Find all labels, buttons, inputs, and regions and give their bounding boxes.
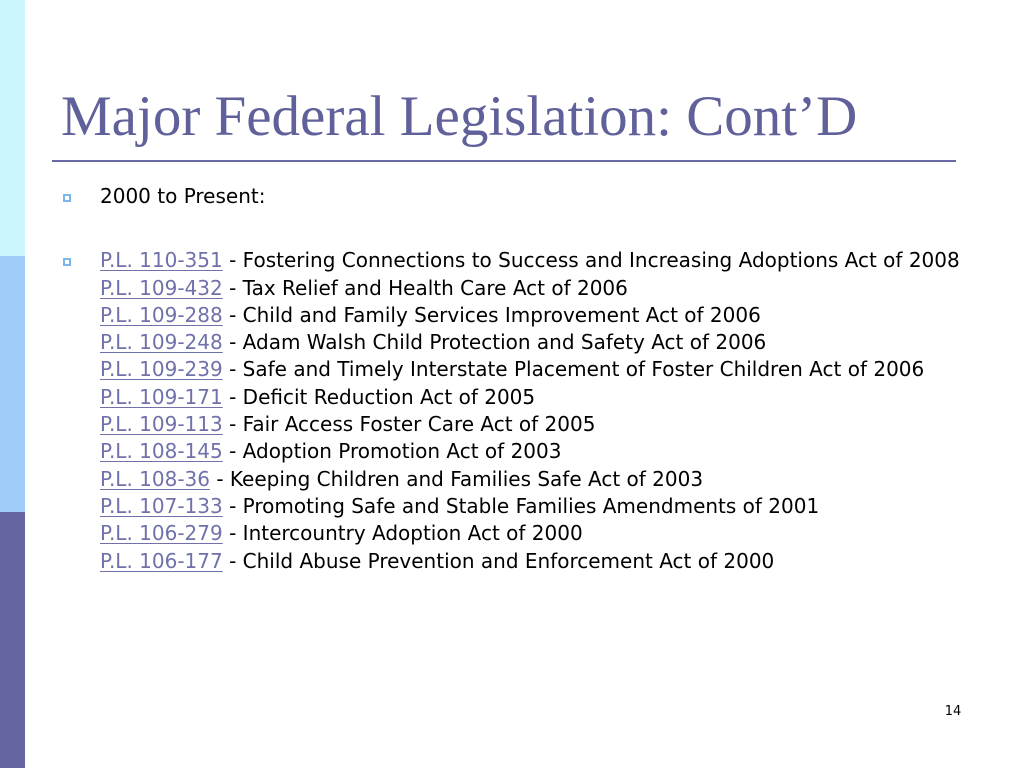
law-title: - Fair Access Foster Care Act of 2005 bbox=[222, 412, 596, 437]
law-item bbox=[100, 302, 968, 329]
law-code-link[interactable]: P.L. 109-113 bbox=[100, 412, 223, 437]
law-code-link[interactable]: P.L. 110-351 bbox=[100, 248, 223, 273]
law-code-link[interactable]: P.L. 109-248 bbox=[100, 330, 223, 355]
law-title: - Adam Walsh Child Protection and Safety Act of 2006 bbox=[222, 330, 767, 355]
law-title: - Intercountry Adoption Act of 2000 bbox=[222, 521, 583, 546]
law-item bbox=[100, 247, 968, 274]
law-item bbox=[100, 548, 968, 575]
bullet-laws bbox=[63, 247, 968, 575]
page-number: 14 bbox=[944, 704, 962, 719]
law-code-link[interactable]: P.L. 109-239 bbox=[100, 357, 223, 382]
law-code-link[interactable]: P.L. 106-279 bbox=[100, 521, 223, 546]
law-item bbox=[100, 411, 968, 438]
law-code-link[interactable]: P.L. 106-177 bbox=[100, 548, 223, 573]
title-underline bbox=[52, 160, 956, 162]
law-title: - Promoting Safe and Stable Families Amendments of 2001 bbox=[222, 493, 820, 518]
slide-title: Major Federal Legislation: Cont’D bbox=[61, 85, 858, 148]
law-title: - Keeping Children and Families Safe Act of 2003 bbox=[210, 466, 704, 491]
law-code-link[interactable]: P.L. 108-145 bbox=[100, 439, 223, 464]
law-item bbox=[100, 520, 968, 547]
bullet-list bbox=[63, 183, 968, 575]
law-title: - Adoption Promotion Act of 2003 bbox=[222, 439, 562, 464]
law-item bbox=[100, 356, 968, 383]
side-bar-top-segment bbox=[0, 0, 25, 256]
law-title: - Safe and Timely Interstate Placement of Foster Children Act of 2006 bbox=[222, 357, 925, 382]
law-title: - Child and Family Services Improvement Act of 2006 bbox=[222, 302, 761, 327]
law-item bbox=[100, 493, 968, 520]
law-title: - Tax Relief and Health Care Act of 2006 bbox=[222, 275, 628, 300]
side-bar-bottom-segment bbox=[0, 512, 25, 768]
square-bullet-icon bbox=[63, 258, 71, 266]
law-code-link[interactable]: P.L. 107-133 bbox=[100, 493, 223, 518]
law-title: - Deficit Reduction Act of 2005 bbox=[222, 384, 536, 409]
square-bullet-icon bbox=[63, 194, 71, 202]
law-title: - Fostering Connections to Success and Increasing Adoptions Act of 2008 bbox=[222, 248, 960, 273]
law-item bbox=[100, 438, 968, 465]
law-code-link[interactable]: P.L. 109-432 bbox=[100, 275, 223, 300]
law-item bbox=[100, 384, 968, 411]
bullet-period-text: 2000 to Present: bbox=[100, 184, 266, 208]
law-item bbox=[100, 329, 968, 356]
law-item bbox=[100, 275, 968, 302]
law-title: - Child Abuse Prevention and Enforcement Act of 2000 bbox=[222, 548, 775, 573]
law-item bbox=[100, 466, 968, 493]
side-bar-middle-segment bbox=[0, 256, 25, 512]
law-code-link[interactable]: P.L. 109-171 bbox=[100, 384, 223, 409]
law-code-link[interactable]: P.L. 109-288 bbox=[100, 302, 223, 327]
law-code-link[interactable]: P.L. 108-36 bbox=[100, 466, 210, 491]
bullet-period bbox=[63, 183, 968, 210]
